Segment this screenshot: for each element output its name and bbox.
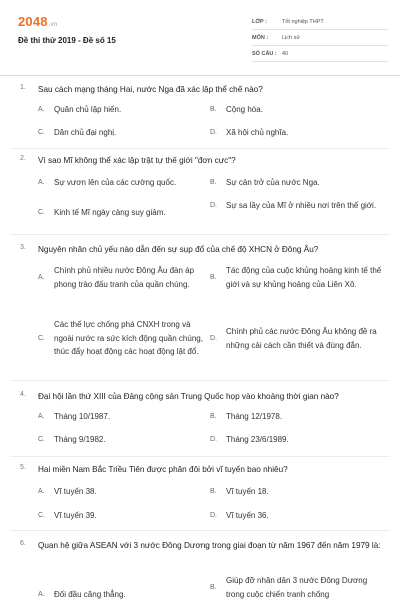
option-text: Chính phủ các nước Đông Âu không đề ra những cải cách cần thiết và đúng đắn.: [226, 327, 377, 350]
question-text: Vì sao Mĩ không thể xác lập trật tự thế giới "đơn cực"?: [38, 156, 236, 165]
question-text: Nguyên nhân chủ yếu nào dẫn đến sự sụp đổ của chế độ XHCN ở Đông Âu?: [38, 245, 319, 254]
question-separator: [10, 234, 390, 235]
option-b[interactable]: [210, 103, 388, 117]
option-text: Tác động của cuộc khủng hoảng kinh tế thế giới và sự khủng hoảng của Liên Xô.: [226, 266, 382, 289]
option-letter: B.: [210, 584, 217, 591]
question-text: Quan hệ giữa ASEAN với 3 nước Đông Dương trong giai đoạn từ năm 1967 đến năm 1979 là:: [38, 541, 381, 550]
option-letter: A.: [38, 413, 45, 421]
option-letter: A.: [38, 106, 45, 114]
logo-suffix: .vn: [48, 22, 58, 28]
header-divider: [0, 75, 400, 76]
option-b[interactable]: [210, 485, 388, 499]
option-text: Sự sa lầy của Mĩ ở nhiều nơi trên thế giới.: [226, 201, 377, 210]
question-number: 3.: [20, 244, 26, 251]
option-text: Tháng 12/1978.: [226, 412, 283, 421]
exam-header: [0, 0, 400, 62]
exam-meta: [252, 14, 388, 62]
meta-row-subject: [252, 30, 388, 46]
option-text: Sự vươn lên của các cường quốc.: [54, 178, 177, 187]
meta-key: MÔN :: [252, 34, 269, 41]
meta-value: 40: [282, 50, 289, 57]
option-letter: C.: [38, 334, 45, 342]
question-text: Hai miền Nam Bắc Triều Tiên được phân đôi bởi vĩ tuyến bao nhiêu?: [38, 465, 288, 474]
question-number: 5.: [20, 464, 26, 471]
option-text: Vĩ tuyến 36.: [226, 511, 269, 520]
option-a[interactable]: [38, 410, 198, 424]
option-text: Sự cản trở của nước Nga.: [226, 178, 320, 187]
option-letter: B.: [210, 179, 217, 187]
option-text: Tháng 23/6/1989.: [226, 435, 289, 444]
option-letter: B.: [210, 413, 217, 421]
question-text: Sau cách mạng tháng Hai, nước Nga đã xác lập thể chế nào?: [38, 85, 263, 94]
option-text: Kinh tế Mĩ ngày càng suy giảm.: [54, 208, 166, 217]
option-d[interactable]: [210, 126, 388, 140]
option-d[interactable]: [210, 433, 388, 447]
option-letter: C.: [38, 209, 45, 217]
meta-value: Tốt nghiệp THPT: [282, 18, 324, 25]
option-letter: B.: [210, 274, 217, 281]
option-text: Vĩ tuyến 38.: [54, 487, 97, 496]
option-letter: A.: [38, 179, 45, 187]
option-letter: D.: [210, 202, 217, 210]
question-number: 6.: [20, 540, 26, 547]
question-number: 1.: [20, 84, 26, 91]
option-text: Tháng 10/1987.: [54, 412, 111, 421]
option-c[interactable]: [38, 509, 198, 523]
exam-title: Đề thi thử 2019 - Đề số 15: [18, 36, 116, 45]
option-letter: A.: [38, 274, 45, 281]
question-text: Đại hội lần thứ XIII của Đảng cộng sản Trung Quốc họp vào khoảng thời gian nào?: [38, 392, 339, 401]
site-logo[interactable]: [18, 14, 57, 29]
logo-text: 2048: [18, 14, 48, 29]
option-letter: D.: [210, 436, 217, 444]
option-text: Chính phủ nhiều nước Đông Âu đàn áp phong trào đấu tranh của quần chúng.: [54, 266, 195, 289]
option-a[interactable]: [38, 264, 206, 291]
option-b[interactable]: [210, 176, 388, 190]
option-a[interactable]: [38, 103, 198, 117]
question-separator: [10, 530, 390, 531]
option-c[interactable]: [38, 126, 198, 140]
option-c[interactable]: [38, 206, 198, 220]
option-text: Vĩ tuyến 39.: [54, 511, 97, 520]
option-letter: A.: [38, 488, 45, 496]
option-letter: D.: [210, 129, 217, 137]
option-letter: D.: [210, 335, 217, 342]
option-d[interactable]: [210, 509, 388, 523]
option-a[interactable]: [38, 588, 198, 600]
option-text: Tháng 9/1982.: [54, 435, 106, 444]
meta-row-class: [252, 14, 388, 30]
meta-row-count: [252, 46, 388, 62]
option-letter: B.: [210, 106, 217, 114]
option-b[interactable]: [210, 410, 388, 424]
question-number: 4.: [20, 391, 26, 398]
option-text: Quân chủ lập hiến.: [54, 105, 122, 114]
option-a[interactable]: [38, 485, 198, 499]
option-letter: D.: [210, 512, 217, 520]
option-d[interactable]: [210, 199, 382, 213]
meta-key: LỚP :: [252, 18, 267, 25]
option-text: Xã hội chủ nghĩa.: [226, 128, 289, 137]
option-d[interactable]: [210, 325, 386, 352]
question-separator: [10, 380, 390, 381]
meta-value: Lịch sử: [282, 34, 301, 41]
option-letter: C.: [38, 436, 45, 444]
question-separator: [10, 456, 390, 457]
option-a[interactable]: [38, 176, 198, 190]
option-letter: B.: [210, 488, 217, 496]
question-number: 2.: [20, 155, 26, 162]
option-c[interactable]: [38, 433, 198, 447]
option-text: Các thế lực chống phá CNXH trong và ngoài nước ra sức kích động quần chúng, thúc đẩy hoạt động các hoạt động lật đổ.: [54, 320, 203, 356]
option-text: Đối đầu căng thẳng.: [54, 590, 126, 599]
option-text: Dân chủ đại nghị.: [54, 128, 117, 137]
option-letter: C.: [38, 129, 45, 137]
option-b[interactable]: [210, 574, 384, 600]
option-c[interactable]: [38, 318, 206, 359]
option-text: Cộng hòa.: [226, 105, 263, 114]
option-text: Vĩ tuyến 18.: [226, 487, 269, 496]
option-text: Giúp đỡ nhân dân 3 nước Đông Dương trong cuộc chiến tranh chống: [226, 576, 368, 599]
option-letter: A.: [38, 591, 45, 599]
option-letter: C.: [38, 512, 45, 520]
meta-key: SỐ CÂU :: [252, 50, 277, 57]
question-separator: [10, 148, 390, 149]
option-b[interactable]: [210, 264, 386, 291]
